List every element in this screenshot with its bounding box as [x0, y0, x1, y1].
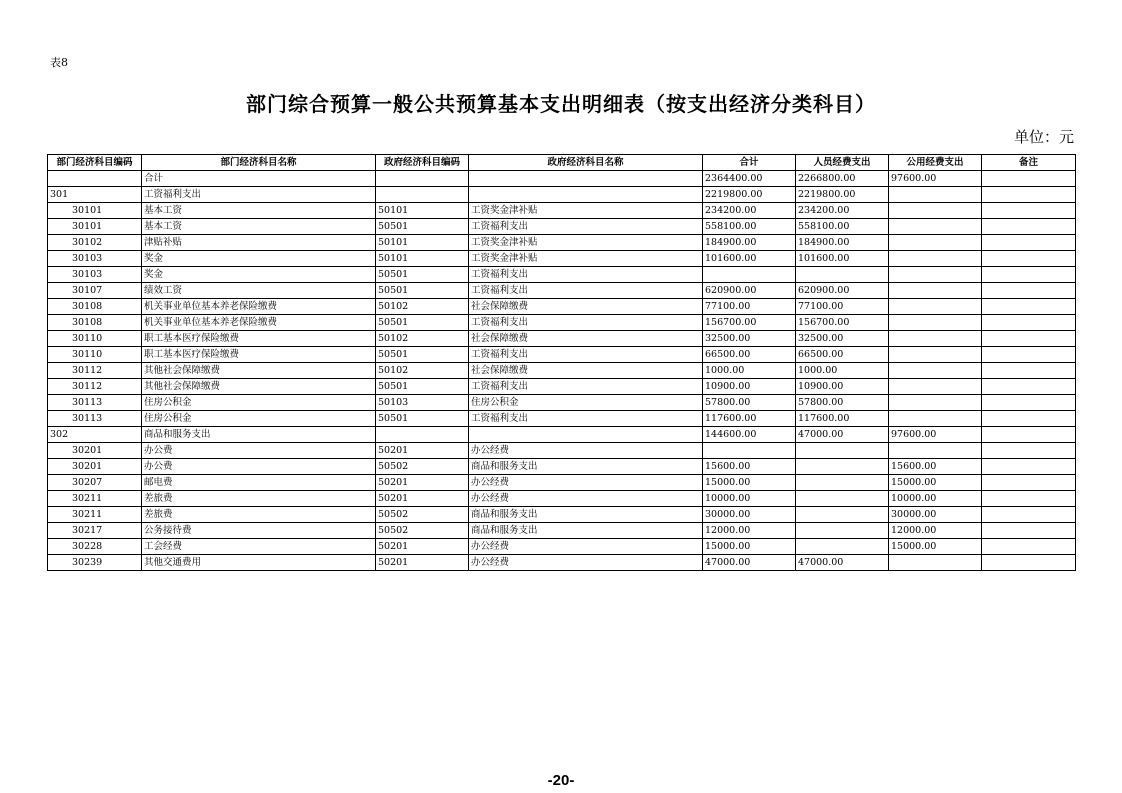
- note-cell: [982, 443, 1076, 459]
- header-total: 合计: [703, 155, 796, 171]
- personnel-cell: 117600.00: [796, 411, 889, 427]
- gov-name-cell: 办公经费: [469, 475, 703, 491]
- gov-code-cell: 50102: [376, 363, 469, 379]
- gov-code-cell: 50201: [376, 475, 469, 491]
- dept-name-cell: 机关事业单位基本养老保险缴费: [142, 315, 376, 331]
- note-cell: [982, 299, 1076, 315]
- gov-code-cell: [376, 187, 469, 203]
- total-cell: 2364400.00: [703, 171, 796, 187]
- total-cell: 10900.00: [703, 379, 796, 395]
- dept-code-cell: 30110: [48, 331, 142, 347]
- total-cell: 144600.00: [703, 427, 796, 443]
- table-row: [48, 299, 1076, 315]
- public-cell: [889, 395, 982, 411]
- header-public: 公用经费支出: [889, 155, 982, 171]
- table-row: [48, 507, 1076, 523]
- total-cell: 15000.00: [703, 475, 796, 491]
- dept-name-cell: 职工基本医疗保险缴费: [142, 331, 376, 347]
- table-row: [48, 443, 1076, 459]
- public-cell: [889, 347, 982, 363]
- personnel-cell: 10900.00: [796, 379, 889, 395]
- public-cell: [889, 187, 982, 203]
- note-cell: [982, 219, 1076, 235]
- dept-code-cell: 301: [48, 187, 142, 203]
- gov-name-cell: 工资奖金津补贴: [469, 235, 703, 251]
- public-cell: [889, 203, 982, 219]
- page-title: 部门综合预算一般公共预算基本支出明细表（按支出经济分类科目）: [246, 92, 876, 116]
- total-cell: 156700.00: [703, 315, 796, 331]
- total-cell: 2219800.00: [703, 187, 796, 203]
- dept-name-cell: 商品和服务支出: [142, 427, 376, 443]
- gov-code-cell: 50201: [376, 491, 469, 507]
- gov-name-cell: 商品和服务支出: [469, 459, 703, 475]
- note-cell: [982, 363, 1076, 379]
- personnel-cell: 620900.00: [796, 283, 889, 299]
- header-dept-name: 部门经济科目名称: [142, 155, 376, 171]
- gov-code-cell: 50501: [376, 411, 469, 427]
- table-row: [48, 331, 1076, 347]
- gov-name-cell: 工资福利支出: [469, 411, 703, 427]
- dept-name-cell: 其他社会保障缴费: [142, 379, 376, 395]
- gov-name-cell: 工资奖金津补贴: [469, 251, 703, 267]
- dept-name-cell: 邮电费: [142, 475, 376, 491]
- total-cell: 101600.00: [703, 251, 796, 267]
- table-row: [48, 283, 1076, 299]
- table-row: [48, 539, 1076, 555]
- note-cell: [982, 539, 1076, 555]
- gov-code-cell: 50501: [376, 283, 469, 299]
- gov-code-cell: 50502: [376, 459, 469, 475]
- gov-name-cell: 工资福利支出: [469, 267, 703, 283]
- header-gov-name: 政府经济科目名称: [469, 155, 703, 171]
- gov-code-cell: 50501: [376, 315, 469, 331]
- gov-name-cell: 办公经费: [469, 491, 703, 507]
- gov-name-cell: 办公经费: [469, 539, 703, 555]
- budget-table: [47, 154, 1076, 571]
- gov-name-cell: [469, 187, 703, 203]
- public-cell: [889, 219, 982, 235]
- dept-name-cell: 办公费: [142, 459, 376, 475]
- gov-code-cell: 50501: [376, 267, 469, 283]
- note-cell: [982, 507, 1076, 523]
- gov-name-cell: 工资福利支出: [469, 379, 703, 395]
- total-cell: 77100.00: [703, 299, 796, 315]
- public-cell: [889, 363, 982, 379]
- dept-name-cell: 合计: [142, 171, 376, 187]
- total-cell: 558100.00: [703, 219, 796, 235]
- gov-code-cell: 50101: [376, 235, 469, 251]
- personnel-cell: [796, 475, 889, 491]
- personnel-cell: [796, 491, 889, 507]
- note-cell: [982, 251, 1076, 267]
- public-cell: [889, 443, 982, 459]
- gov-code-cell: 50102: [376, 299, 469, 315]
- total-cell: 1000.00: [703, 363, 796, 379]
- personnel-cell: 2219800.00: [796, 187, 889, 203]
- public-cell: [889, 379, 982, 395]
- gov-code-cell: 50502: [376, 523, 469, 539]
- gov-name-cell: 工资福利支出: [469, 219, 703, 235]
- public-cell: 15000.00: [889, 475, 982, 491]
- total-cell: 57800.00: [703, 395, 796, 411]
- note-cell: [982, 267, 1076, 283]
- dept-name-cell: 其他社会保障缴费: [142, 363, 376, 379]
- dept-name-cell: 津贴补贴: [142, 235, 376, 251]
- dept-code-cell: 30239: [48, 555, 142, 571]
- note-cell: [982, 347, 1076, 363]
- personnel-cell: 558100.00: [796, 219, 889, 235]
- table-row: [48, 459, 1076, 475]
- gov-code-cell: 50201: [376, 555, 469, 571]
- note-cell: [982, 523, 1076, 539]
- gov-code-cell: 50101: [376, 203, 469, 219]
- table-body: [48, 171, 1076, 571]
- dept-code-cell: 30101: [48, 203, 142, 219]
- personnel-cell: 184900.00: [796, 235, 889, 251]
- note-cell: [982, 379, 1076, 395]
- gov-code-cell: [376, 171, 469, 187]
- gov-code-cell: 50501: [376, 347, 469, 363]
- gov-name-cell: 社会保障缴费: [469, 299, 703, 315]
- dept-name-cell: 基本工资: [142, 219, 376, 235]
- public-cell: 15600.00: [889, 459, 982, 475]
- personnel-cell: [796, 539, 889, 555]
- total-cell: 66500.00: [703, 347, 796, 363]
- total-cell: [703, 267, 796, 283]
- public-cell: [889, 315, 982, 331]
- header-gov-code: 政府经济科目编码: [376, 155, 469, 171]
- personnel-cell: 77100.00: [796, 299, 889, 315]
- table-row: [48, 187, 1076, 203]
- public-cell: 15000.00: [889, 539, 982, 555]
- gov-code-cell: 50501: [376, 219, 469, 235]
- table-row: [48, 315, 1076, 331]
- public-cell: [889, 331, 982, 347]
- note-cell: [982, 427, 1076, 443]
- dept-code-cell: 30217: [48, 523, 142, 539]
- dept-code-cell: 30228: [48, 539, 142, 555]
- table-row: [48, 475, 1076, 491]
- dept-name-cell: 办公费: [142, 443, 376, 459]
- table-row: [48, 411, 1076, 427]
- personnel-cell: 2266800.00: [796, 171, 889, 187]
- dept-name-cell: 工资福利支出: [142, 187, 376, 203]
- total-cell: 10000.00: [703, 491, 796, 507]
- gov-name-cell: 商品和服务支出: [469, 507, 703, 523]
- note-cell: [982, 459, 1076, 475]
- dept-name-cell: 职工基本医疗保险缴费: [142, 347, 376, 363]
- header-note: 备注: [982, 155, 1076, 171]
- gov-code-cell: 50201: [376, 443, 469, 459]
- table-row: [48, 491, 1076, 507]
- gov-code-cell: 50101: [376, 251, 469, 267]
- personnel-cell: 57800.00: [796, 395, 889, 411]
- note-cell: [982, 203, 1076, 219]
- total-cell: 15600.00: [703, 459, 796, 475]
- note-cell: [982, 235, 1076, 251]
- total-cell: 620900.00: [703, 283, 796, 299]
- public-cell: [889, 251, 982, 267]
- personnel-cell: 47000.00: [796, 427, 889, 443]
- gov-name-cell: [469, 427, 703, 443]
- dept-code-cell: 30108: [48, 315, 142, 331]
- dept-code-cell: 30108: [48, 299, 142, 315]
- public-cell: [889, 283, 982, 299]
- dept-code-cell: 30103: [48, 251, 142, 267]
- dept-code-cell: 30207: [48, 475, 142, 491]
- dept-name-cell: 差旅费: [142, 507, 376, 523]
- dept-code-cell: 30112: [48, 363, 142, 379]
- total-cell: 184900.00: [703, 235, 796, 251]
- dept-code-cell: 30107: [48, 283, 142, 299]
- gov-code-cell: [376, 427, 469, 443]
- dept-code-cell: 30201: [48, 443, 142, 459]
- note-cell: [982, 475, 1076, 491]
- header-personnel: 人员经费支出: [796, 155, 889, 171]
- table-label: 表8: [50, 56, 68, 69]
- dept-code-cell: 30110: [48, 347, 142, 363]
- personnel-cell: 47000.00: [796, 555, 889, 571]
- gov-name-cell: 工资福利支出: [469, 315, 703, 331]
- table-row: [48, 379, 1076, 395]
- table-row: [48, 555, 1076, 571]
- dept-name-cell: 奖金: [142, 267, 376, 283]
- public-cell: 97600.00: [889, 427, 982, 443]
- table-row: [48, 267, 1076, 283]
- personnel-cell: 156700.00: [796, 315, 889, 331]
- table-row: [48, 219, 1076, 235]
- table-row: [48, 523, 1076, 539]
- table-row: [48, 395, 1076, 411]
- note-cell: [982, 491, 1076, 507]
- note-cell: [982, 283, 1076, 299]
- total-cell: 117600.00: [703, 411, 796, 427]
- table-row: [48, 235, 1076, 251]
- total-cell: 32500.00: [703, 331, 796, 347]
- note-cell: [982, 555, 1076, 571]
- table-row: [48, 347, 1076, 363]
- dept-code-cell: 30211: [48, 507, 142, 523]
- dept-code-cell: 30101: [48, 219, 142, 235]
- public-cell: 97600.00: [889, 171, 982, 187]
- dept-name-cell: 基本工资: [142, 203, 376, 219]
- personnel-cell: [796, 459, 889, 475]
- dept-name-cell: 奖金: [142, 251, 376, 267]
- note-cell: [982, 331, 1076, 347]
- gov-name-cell: 社会保障缴费: [469, 363, 703, 379]
- table-row: [48, 427, 1076, 443]
- public-cell: 10000.00: [889, 491, 982, 507]
- gov-name-cell: 住房公积金: [469, 395, 703, 411]
- table-row: [48, 363, 1076, 379]
- note-cell: [982, 411, 1076, 427]
- public-cell: [889, 235, 982, 251]
- personnel-cell: 32500.00: [796, 331, 889, 347]
- personnel-cell: [796, 443, 889, 459]
- dept-code-cell: 30103: [48, 267, 142, 283]
- dept-name-cell: 差旅费: [142, 491, 376, 507]
- table-row: [48, 171, 1076, 187]
- note-cell: [982, 187, 1076, 203]
- dept-code-cell: [48, 171, 142, 187]
- total-cell: 30000.00: [703, 507, 796, 523]
- unit-label: 单位：元: [1013, 128, 1074, 146]
- gov-name-cell: 办公经费: [469, 555, 703, 571]
- gov-code-cell: 50103: [376, 395, 469, 411]
- gov-name-cell: 办公经费: [469, 443, 703, 459]
- personnel-cell: [796, 523, 889, 539]
- dept-name-cell: 机关事业单位基本养老保险缴费: [142, 299, 376, 315]
- note-cell: [982, 171, 1076, 187]
- dept-name-cell: 工会经费: [142, 539, 376, 555]
- dept-code-cell: 30113: [48, 411, 142, 427]
- personnel-cell: 1000.00: [796, 363, 889, 379]
- total-cell: [703, 443, 796, 459]
- personnel-cell: 234200.00: [796, 203, 889, 219]
- dept-code-cell: 30113: [48, 395, 142, 411]
- public-cell: 30000.00: [889, 507, 982, 523]
- table-row: [48, 203, 1076, 219]
- dept-code-cell: 30112: [48, 379, 142, 395]
- gov-name-cell: [469, 171, 703, 187]
- page-number: -20-: [547, 772, 575, 789]
- public-cell: [889, 411, 982, 427]
- gov-name-cell: 工资福利支出: [469, 283, 703, 299]
- dept-name-cell: 其他交通费用: [142, 555, 376, 571]
- personnel-cell: [796, 267, 889, 283]
- table-header-row: [48, 155, 1076, 171]
- dept-code-cell: 30102: [48, 235, 142, 251]
- dept-name-cell: 住房公积金: [142, 411, 376, 427]
- public-cell: 12000.00: [889, 523, 982, 539]
- public-cell: [889, 299, 982, 315]
- public-cell: [889, 555, 982, 571]
- dept-code-cell: 30201: [48, 459, 142, 475]
- dept-name-cell: 住房公积金: [142, 395, 376, 411]
- dept-code-cell: 302: [48, 427, 142, 443]
- table-row: [48, 251, 1076, 267]
- public-cell: [889, 267, 982, 283]
- note-cell: [982, 315, 1076, 331]
- gov-code-cell: 50201: [376, 539, 469, 555]
- total-cell: 15000.00: [703, 539, 796, 555]
- gov-code-cell: 50102: [376, 331, 469, 347]
- dept-name-cell: 公务接待费: [142, 523, 376, 539]
- total-cell: 12000.00: [703, 523, 796, 539]
- gov-code-cell: 50501: [376, 379, 469, 395]
- dept-code-cell: 30211: [48, 491, 142, 507]
- header-dept-code: 部门经济科目编码: [48, 155, 142, 171]
- gov-code-cell: 50502: [376, 507, 469, 523]
- personnel-cell: 66500.00: [796, 347, 889, 363]
- note-cell: [982, 395, 1076, 411]
- gov-name-cell: 社会保障缴费: [469, 331, 703, 347]
- gov-name-cell: 工资福利支出: [469, 347, 703, 363]
- personnel-cell: [796, 507, 889, 523]
- gov-name-cell: 商品和服务支出: [469, 523, 703, 539]
- personnel-cell: 101600.00: [796, 251, 889, 267]
- total-cell: 234200.00: [703, 203, 796, 219]
- total-cell: 47000.00: [703, 555, 796, 571]
- gov-name-cell: 工资奖金津补贴: [469, 203, 703, 219]
- dept-name-cell: 绩效工资: [142, 283, 376, 299]
